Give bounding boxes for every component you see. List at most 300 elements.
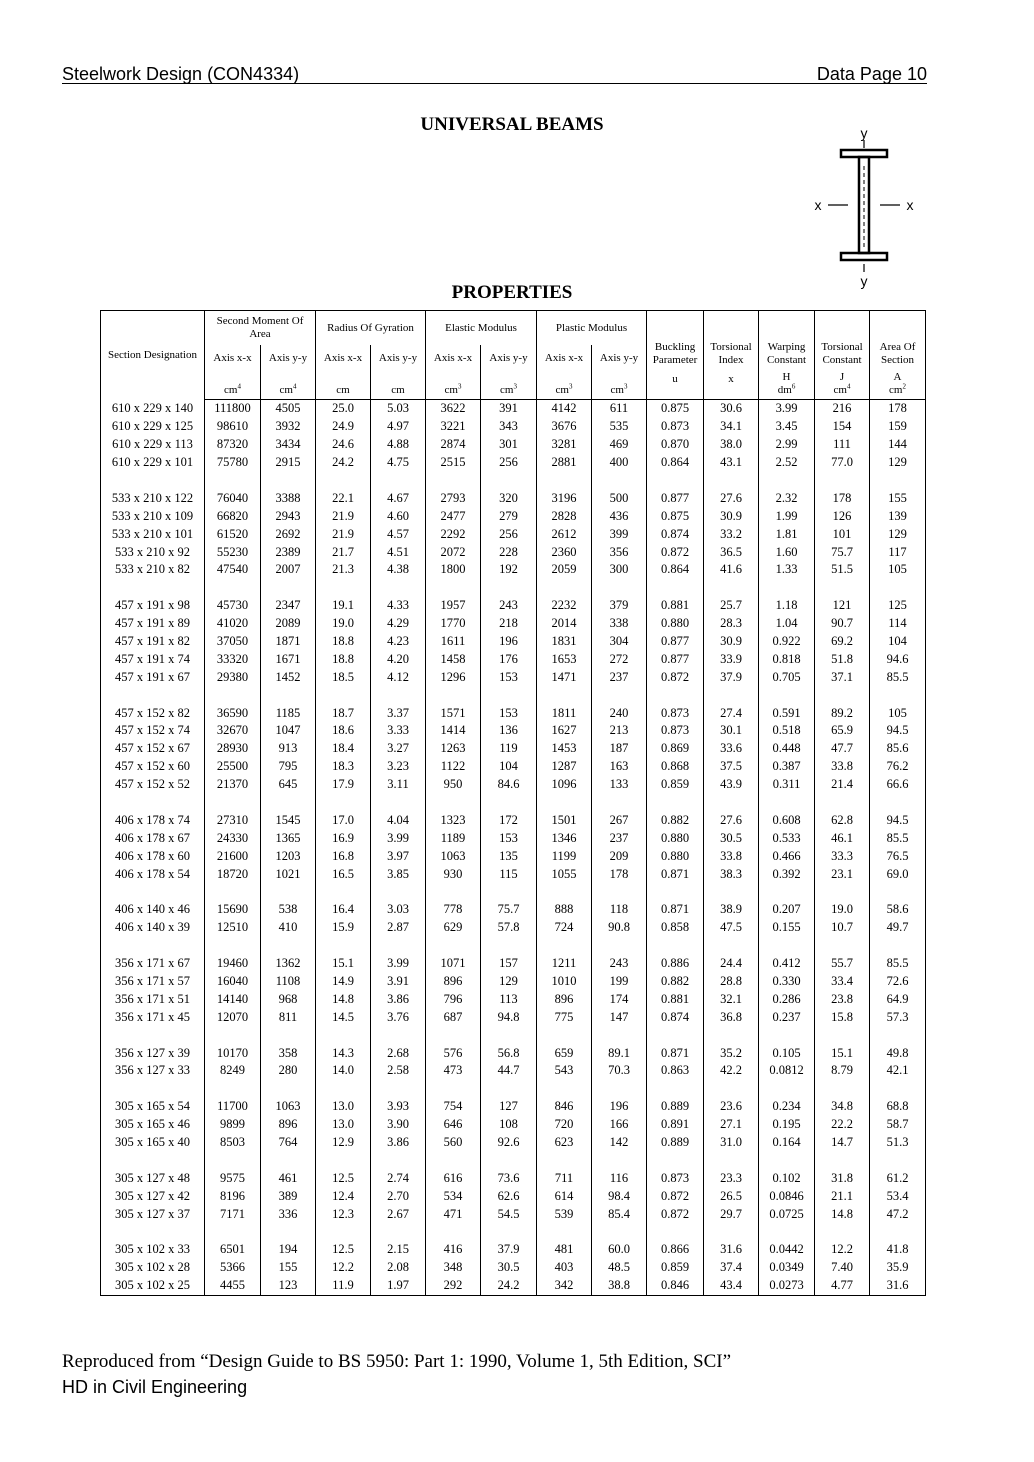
section-designation-cell: 457 x 191 x 98: [101, 597, 205, 615]
value-cell: 53.4: [870, 1187, 926, 1205]
value-cell: 292: [426, 1277, 481, 1295]
value-cell: 23.6: [704, 1098, 759, 1116]
value-cell: 119: [481, 740, 537, 758]
value-cell: 2477: [426, 507, 481, 525]
value-cell: 18.4: [316, 740, 371, 758]
value-cell: 31.6: [870, 1277, 926, 1295]
value-cell: 16.5: [316, 865, 371, 883]
table-title: PROPERTIES: [451, 282, 573, 303]
value-cell: 49.8: [870, 1044, 926, 1062]
value-cell: 13.0: [316, 1098, 371, 1116]
header-buckling-parameter: Buckling Parameter: [647, 311, 704, 372]
value-cell: 57.3: [870, 1008, 926, 1026]
value-cell: 0.518: [759, 722, 815, 740]
section-designation-cell: 457 x 152 x 82: [101, 704, 205, 722]
value-cell: 3.03: [371, 901, 426, 919]
value-cell: 0.875: [647, 507, 704, 525]
value-cell: 76040: [205, 489, 261, 507]
table-row: [101, 829, 926, 847]
section-designation-cell: 305 x 165 x 46: [101, 1116, 205, 1134]
value-cell: 2014: [537, 615, 592, 633]
value-cell: 116: [592, 1169, 647, 1187]
value-cell: 3.93: [371, 1098, 426, 1116]
value-cell: 1203: [261, 847, 316, 865]
value-cell: 90.8: [592, 919, 647, 937]
value-cell: 358: [261, 1044, 316, 1062]
value-cell: 0.869: [647, 740, 704, 758]
value-cell: 75780: [205, 454, 261, 472]
value-cell: 12070: [205, 1008, 261, 1026]
value-cell: 115: [481, 865, 537, 883]
value-cell: 36590: [205, 704, 261, 722]
value-cell: 3.97: [371, 847, 426, 865]
value-cell: 7.40: [815, 1259, 870, 1277]
value-cell: 12510: [205, 919, 261, 937]
value-cell: 85.5: [870, 955, 926, 973]
value-cell: 113: [481, 990, 537, 1008]
value-cell: 9899: [205, 1116, 261, 1134]
value-cell: 2232: [537, 597, 592, 615]
value-cell: 1185: [261, 704, 316, 722]
value-cell: 0.846: [647, 1277, 704, 1295]
value-cell: 27310: [205, 811, 261, 829]
value-cell: 129: [870, 525, 926, 543]
value-cell: 31.6: [704, 1241, 759, 1259]
value-cell: 30.9: [704, 633, 759, 651]
value-cell: 159: [870, 418, 926, 436]
value-cell: 24.2: [316, 454, 371, 472]
value-cell: 55230: [205, 543, 261, 561]
axis-header: Axis x-x: [426, 345, 481, 371]
table-row: [101, 454, 926, 472]
value-cell: 114: [870, 615, 926, 633]
value-cell: 1453: [537, 740, 592, 758]
value-cell: 4.57: [371, 525, 426, 543]
section-designation-cell: 305 x 102 x 25: [101, 1277, 205, 1295]
value-cell: 76.2: [870, 758, 926, 776]
value-cell: 65.9: [815, 722, 870, 740]
value-cell: 8249: [205, 1062, 261, 1080]
table-row: [101, 1259, 926, 1277]
unit-cm4: $cm^4$: [261, 371, 316, 400]
value-cell: 30.5: [481, 1259, 537, 1277]
table-row: [101, 955, 926, 973]
value-cell: 629: [426, 919, 481, 937]
value-cell: 66820: [205, 507, 261, 525]
value-cell: 33.2: [704, 525, 759, 543]
value-cell: 3676: [537, 418, 592, 436]
section-designation-cell: 305 x 127 x 42: [101, 1187, 205, 1205]
value-cell: 611: [592, 400, 647, 418]
value-cell: 4.51: [371, 543, 426, 561]
value-cell: 896: [426, 973, 481, 991]
value-cell: 3.85: [371, 865, 426, 883]
value-cell: 1263: [426, 740, 481, 758]
value-cell: 237: [592, 668, 647, 686]
value-cell: 16.8: [316, 847, 371, 865]
value-cell: 14.9: [316, 973, 371, 991]
value-cell: 33.8: [704, 847, 759, 865]
value-cell: 94.6: [870, 650, 926, 668]
value-cell: 69.2: [815, 633, 870, 651]
table-row: [101, 1169, 926, 1187]
value-cell: 8196: [205, 1187, 261, 1205]
value-cell: 1211: [537, 955, 592, 973]
value-cell: 0.864: [647, 454, 704, 472]
value-cell: 27.1: [704, 1116, 759, 1134]
table-row: [101, 650, 926, 668]
value-cell: 94.5: [870, 722, 926, 740]
value-cell: 75.7: [481, 901, 537, 919]
value-cell: 176: [481, 650, 537, 668]
axis-header: Axis x-x: [537, 345, 592, 371]
value-cell: 21370: [205, 776, 261, 794]
value-cell: 0.286: [759, 990, 815, 1008]
source-citation: Reproduced from “Design Guide to BS 5950: Part 1: 1990, Volume 1, 5th Edition, SCI”: [62, 1351, 731, 1372]
value-cell: 21.4: [815, 776, 870, 794]
value-cell: 913: [261, 740, 316, 758]
value-cell: 0.155: [759, 919, 815, 937]
axis-header: Axis y-y: [261, 345, 316, 371]
value-cell: 15.1: [316, 955, 371, 973]
value-cell: 461: [261, 1169, 316, 1187]
value-cell: 1346: [537, 829, 592, 847]
value-cell: 0.873: [647, 722, 704, 740]
value-cell: 3.33: [371, 722, 426, 740]
group-spacer: [101, 1026, 926, 1044]
value-cell: 33320: [205, 650, 261, 668]
value-cell: 31.0: [704, 1134, 759, 1152]
section-designation-cell: 610 x 229 x 101: [101, 454, 205, 472]
value-cell: 0.412: [759, 955, 815, 973]
table-row: [101, 1116, 926, 1134]
value-cell: 4455: [205, 1277, 261, 1295]
section-designation-cell: 356 x 127 x 33: [101, 1062, 205, 1080]
value-cell: 68.8: [870, 1098, 926, 1116]
value-cell: 1458: [426, 650, 481, 668]
value-cell: 2943: [261, 507, 316, 525]
value-cell: 228: [481, 543, 537, 561]
value-cell: 280: [261, 1062, 316, 1080]
value-cell: 32.1: [704, 990, 759, 1008]
value-cell: 1021: [261, 865, 316, 883]
value-cell: 1957: [426, 597, 481, 615]
value-cell: 178: [592, 865, 647, 883]
value-cell: 1071: [426, 955, 481, 973]
value-cell: 4.97: [371, 418, 426, 436]
value-cell: 614: [537, 1187, 592, 1205]
value-cell: 15.8: [815, 1008, 870, 1026]
section-designation-cell: 305 x 127 x 48: [101, 1169, 205, 1187]
value-cell: 15690: [205, 901, 261, 919]
value-cell: 0.392: [759, 865, 815, 883]
value-cell: 62.6: [481, 1187, 537, 1205]
value-cell: 896: [537, 990, 592, 1008]
value-cell: 108: [481, 1116, 537, 1134]
value-cell: 0.877: [647, 489, 704, 507]
value-cell: 1122: [426, 758, 481, 776]
section-designation-cell: 533 x 210 x 82: [101, 561, 205, 579]
value-cell: 12.3: [316, 1205, 371, 1223]
value-cell: 500: [592, 489, 647, 507]
section-designation-cell: 406 x 178 x 54: [101, 865, 205, 883]
value-cell: 0.922: [759, 633, 815, 651]
value-cell: 12.2: [316, 1259, 371, 1277]
value-cell: 2059: [537, 561, 592, 579]
value-cell: 44.7: [481, 1062, 537, 1080]
value-cell: 5.03: [371, 400, 426, 418]
section-designation-cell: 533 x 210 x 101: [101, 525, 205, 543]
value-cell: 24330: [205, 829, 261, 847]
value-cell: 196: [481, 633, 537, 651]
unit-cm: cm: [316, 371, 371, 400]
value-cell: 0.237: [759, 1008, 815, 1026]
value-cell: 47540: [205, 561, 261, 579]
value-cell: 576: [426, 1044, 481, 1062]
value-cell: 21.9: [316, 507, 371, 525]
value-cell: 154: [815, 418, 870, 436]
value-cell: 15.1: [815, 1044, 870, 1062]
unit-H-dm6: H $dm^6$: [759, 371, 815, 400]
value-cell: 121: [815, 597, 870, 615]
value-cell: 2.74: [371, 1169, 426, 1187]
value-cell: 0.863: [647, 1062, 704, 1080]
value-cell: 104: [481, 758, 537, 776]
value-cell: 4.75: [371, 454, 426, 472]
header-warping-constant: Warping Constant: [759, 311, 815, 372]
value-cell: 3434: [261, 436, 316, 454]
table-row: [101, 722, 926, 740]
value-cell: 37.9: [704, 668, 759, 686]
unit-A-cm2: A $cm^2$: [870, 371, 926, 400]
value-cell: 85.4: [592, 1205, 647, 1223]
axis-header: Axis x-x: [205, 345, 261, 371]
table-row: [101, 543, 926, 561]
value-cell: 178: [870, 400, 926, 418]
value-cell: 2347: [261, 597, 316, 615]
value-cell: 111: [815, 436, 870, 454]
value-cell: 2612: [537, 525, 592, 543]
value-cell: 4505: [261, 400, 316, 418]
value-cell: 379: [592, 597, 647, 615]
value-cell: 4.33: [371, 597, 426, 615]
value-cell: 33.9: [704, 650, 759, 668]
axis-label-y-bottom: y: [860, 273, 868, 289]
value-cell: 0.533: [759, 829, 815, 847]
value-cell: 0.859: [647, 1259, 704, 1277]
unit-cm4: $cm^4$: [205, 371, 261, 400]
value-cell: 2.87: [371, 919, 426, 937]
value-cell: 3.99: [371, 955, 426, 973]
section-designation-cell: 457 x 191 x 74: [101, 650, 205, 668]
value-cell: 36.5: [704, 543, 759, 561]
value-cell: 539: [537, 1205, 592, 1223]
value-cell: 43.4: [704, 1277, 759, 1295]
value-cell: 17.9: [316, 776, 371, 794]
value-cell: 1108: [261, 973, 316, 991]
value-cell: 1.99: [759, 507, 815, 525]
beam-properties-table: [100, 310, 926, 1296]
value-cell: 11700: [205, 1098, 261, 1116]
value-cell: 1671: [261, 650, 316, 668]
value-cell: 0.0812: [759, 1062, 815, 1080]
value-cell: 57.8: [481, 919, 537, 937]
value-cell: 0.0846: [759, 1187, 815, 1205]
value-cell: 216: [815, 400, 870, 418]
table-row: [101, 489, 926, 507]
value-cell: 950: [426, 776, 481, 794]
value-cell: 778: [426, 901, 481, 919]
value-cell: 0.0725: [759, 1205, 815, 1223]
value-cell: 256: [481, 454, 537, 472]
value-cell: 2.70: [371, 1187, 426, 1205]
value-cell: 24.2: [481, 1277, 537, 1295]
value-cell: 1.18: [759, 597, 815, 615]
value-cell: 811: [261, 1008, 316, 1026]
value-cell: 0.882: [647, 811, 704, 829]
value-cell: 3.99: [759, 400, 815, 418]
value-cell: 0.889: [647, 1098, 704, 1116]
value-cell: 11.9: [316, 1277, 371, 1295]
value-cell: 1471: [537, 668, 592, 686]
value-cell: 153: [481, 704, 537, 722]
table-row: [101, 740, 926, 758]
value-cell: 0.207: [759, 901, 815, 919]
value-cell: 12.4: [316, 1187, 371, 1205]
value-cell: 37.9: [481, 1241, 537, 1259]
value-cell: 1811: [537, 704, 592, 722]
value-cell: 416: [426, 1241, 481, 1259]
value-cell: 336: [261, 1205, 316, 1223]
value-cell: 2.32: [759, 489, 815, 507]
value-cell: 3622: [426, 400, 481, 418]
section-designation-cell: 457 x 191 x 82: [101, 633, 205, 651]
axis-header: Axis y-y: [592, 345, 647, 371]
value-cell: 133: [592, 776, 647, 794]
value-cell: 117: [870, 543, 926, 561]
value-cell: 356: [592, 543, 647, 561]
value-cell: 33.4: [815, 973, 870, 991]
value-cell: 14.3: [316, 1044, 371, 1062]
section-designation-cell: 356 x 127 x 39: [101, 1044, 205, 1062]
table-row: [101, 1277, 926, 1295]
value-cell: 18720: [205, 865, 261, 883]
unit-cm3: $cm^3$: [592, 371, 647, 400]
value-cell: 105: [870, 561, 926, 579]
value-cell: 23.8: [815, 990, 870, 1008]
header-area-of-section: Area Of Section: [870, 311, 926, 372]
value-cell: 19.1: [316, 597, 371, 615]
value-cell: 0.466: [759, 847, 815, 865]
unit-cm3: $cm^3$: [426, 371, 481, 400]
value-cell: 123: [261, 1277, 316, 1295]
header-rule: [62, 83, 927, 84]
symbol-u: u: [647, 371, 704, 400]
value-cell: 1871: [261, 633, 316, 651]
value-cell: 3388: [261, 489, 316, 507]
value-cell: 84.6: [481, 776, 537, 794]
value-cell: 534: [426, 1187, 481, 1205]
value-cell: 764: [261, 1134, 316, 1152]
value-cell: 24.6: [316, 436, 371, 454]
value-cell: 13.0: [316, 1116, 371, 1134]
value-cell: 1063: [426, 847, 481, 865]
value-cell: 37.1: [815, 668, 870, 686]
value-cell: 1047: [261, 722, 316, 740]
value-cell: 0.387: [759, 758, 815, 776]
value-cell: 14140: [205, 990, 261, 1008]
table-row: [101, 615, 926, 633]
table-row: [101, 704, 926, 722]
value-cell: 26.5: [704, 1187, 759, 1205]
section-designation-cell: 356 x 171 x 67: [101, 955, 205, 973]
table-row: [101, 901, 926, 919]
section-designation-cell: 305 x 102 x 33: [101, 1241, 205, 1259]
value-cell: 62.8: [815, 811, 870, 829]
value-cell: 543: [537, 1062, 592, 1080]
value-cell: 22.1: [316, 489, 371, 507]
value-cell: 4.88: [371, 436, 426, 454]
value-cell: 16.4: [316, 901, 371, 919]
value-cell: 49.7: [870, 919, 926, 937]
value-cell: 98610: [205, 418, 261, 436]
value-cell: 192: [481, 561, 537, 579]
table-row: [101, 418, 926, 436]
value-cell: 46.1: [815, 829, 870, 847]
section-designation-cell: 356 x 171 x 57: [101, 973, 205, 991]
value-cell: 2.67: [371, 1205, 426, 1223]
value-cell: 3.76: [371, 1008, 426, 1026]
value-cell: 2828: [537, 507, 592, 525]
section-designation-cell: 457 x 152 x 60: [101, 758, 205, 776]
section-designation-cell: 305 x 127 x 37: [101, 1205, 205, 1223]
value-cell: 403: [537, 1259, 592, 1277]
axis-header: Axis y-y: [371, 345, 426, 371]
value-cell: 1055: [537, 865, 592, 883]
value-cell: 320: [481, 489, 537, 507]
value-cell: 24.4: [704, 955, 759, 973]
table-row: [101, 758, 926, 776]
value-cell: 0.872: [647, 543, 704, 561]
value-cell: 85.5: [870, 668, 926, 686]
value-cell: 14.5: [316, 1008, 371, 1026]
value-cell: 51.8: [815, 650, 870, 668]
section-designation-cell: 610 x 229 x 140: [101, 400, 205, 418]
value-cell: 61520: [205, 525, 261, 543]
value-cell: 0.311: [759, 776, 815, 794]
section-designation-cell: 305 x 102 x 28: [101, 1259, 205, 1277]
value-cell: 0.858: [647, 919, 704, 937]
section-designation-cell: 356 x 171 x 51: [101, 990, 205, 1008]
value-cell: 1199: [537, 847, 592, 865]
header-radius-gyration: Radius Of Gyration: [316, 311, 426, 346]
value-cell: 18.6: [316, 722, 371, 740]
value-cell: 0.872: [647, 1187, 704, 1205]
value-cell: 28.8: [704, 973, 759, 991]
section-designation-cell: 457 x 152 x 74: [101, 722, 205, 740]
value-cell: 0.872: [647, 668, 704, 686]
value-cell: 243: [592, 955, 647, 973]
value-cell: 1501: [537, 811, 592, 829]
value-cell: 0.889: [647, 1134, 704, 1152]
value-cell: 25.0: [316, 400, 371, 418]
value-cell: 0.886: [647, 955, 704, 973]
value-cell: 1010: [537, 973, 592, 991]
value-cell: 4.29: [371, 615, 426, 633]
value-cell: 237: [592, 829, 647, 847]
value-cell: 469: [592, 436, 647, 454]
value-cell: 4.77: [815, 1277, 870, 1295]
